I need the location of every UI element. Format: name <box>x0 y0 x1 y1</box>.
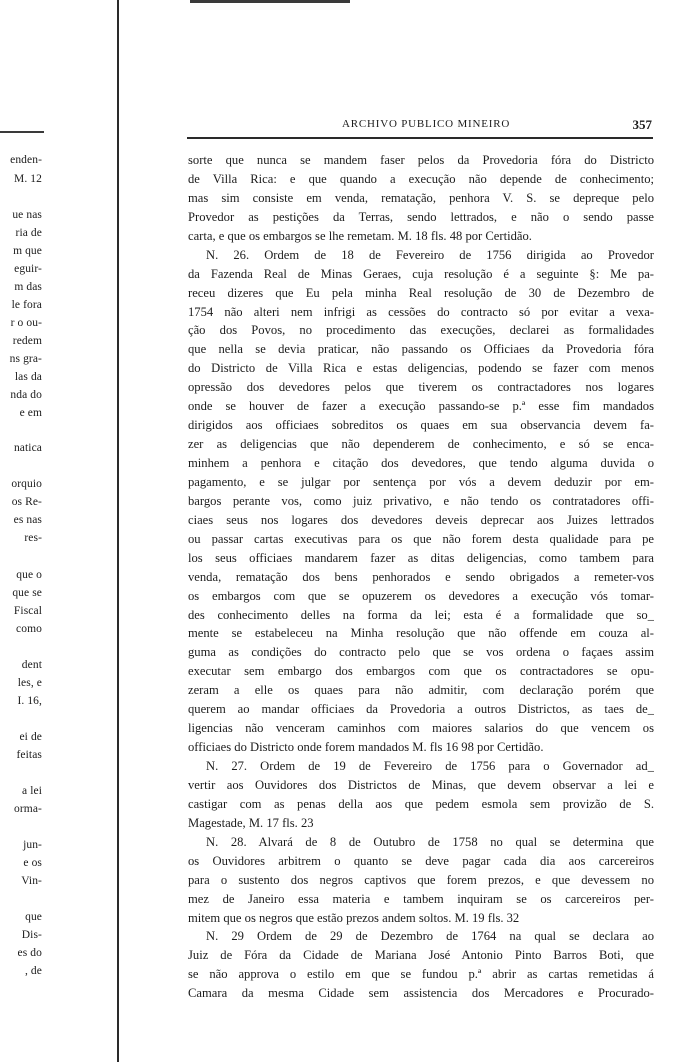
facing-page-line: e em <box>19 407 42 419</box>
text-line: pagamento, e se julgar por sentença por vós a devem deduzir por em- <box>188 474 654 489</box>
book-gutter <box>117 0 119 1062</box>
text-line: opressão dos devedores pelos que tiverem os contractadores nos logares <box>188 380 654 395</box>
text-line: os embargos com que se opuzerem os devedores a execução vós tomar- <box>188 588 654 603</box>
facing-page-line: m que <box>13 245 42 257</box>
facing-page-header-rule <box>0 131 44 133</box>
facing-page-line: es nas <box>13 514 42 526</box>
text-line: dirigidos aos officiaes sobreditos os quaes em sua observancia devem fa- <box>188 418 654 433</box>
facing-page-line: las da <box>14 371 42 383</box>
text-line: onde se houver de fazer a execução passando-se p.ª esse fim mandados <box>188 399 654 414</box>
text-line: N. 27. Ordem de 19 de Fevereiro de 1756 para o Governador ad_ <box>206 759 654 773</box>
text-line: 1754 não alteri nem infrigi as cessões do contracto só por evitar a vexa- <box>188 304 654 319</box>
text-line: mitem que os negros que estão prezos andem soltos. M. 19 fls. 32 <box>188 910 520 925</box>
facing-page-line: , de <box>24 965 42 977</box>
text-line: os Ouvidores arbitrem o quanto se deve pagar cada dia aos carcereiros <box>188 853 654 868</box>
text-line: zeram a elle os quaes para não admitir, com declaração porém que <box>188 683 654 698</box>
facing-page-line: dent <box>21 659 42 671</box>
text-line: que nella se devia praticar, não passando os Officiaes da Provedoria fóra <box>188 342 654 357</box>
facing-page-line: ue nas <box>12 209 42 221</box>
header-rule <box>187 137 653 139</box>
text-line: carta, e que os embargos se lhe remetam. M. 18 fls. 48 por Certidão. <box>188 228 532 243</box>
text-line: Provedor as pestições da Terras, sendo lettrados, e não o sendo passe <box>188 209 654 224</box>
text-line: castigar com as penas della aos que pedem esmola sem provizão de S. <box>188 796 654 811</box>
text-line: receu dizeres que Eu pela minha Real resolução de 30 de Dezembro de <box>188 285 654 300</box>
page-header <box>190 118 656 134</box>
top-edge-mark <box>190 0 350 3</box>
text-line: do Districto de Villa Rica e estas deligencias, podendo se fazer com menos <box>188 361 654 376</box>
facing-page-line: jun- <box>23 839 42 851</box>
facing-page-line: M. 12 <box>14 173 42 185</box>
facing-page-line: ria de <box>15 227 42 239</box>
facing-page-line: Vin- <box>21 875 42 887</box>
facing-page-line: ns gra- <box>9 353 42 365</box>
facing-page-line: orma- <box>14 803 42 815</box>
facing-page-line: eguir- <box>14 263 42 275</box>
page-number: 357 <box>632 117 652 132</box>
text-line: mas sim consiste em venda, rematação, penhora V. S. se depreque pelo <box>188 190 654 205</box>
facing-page-line: m das <box>14 281 42 293</box>
facing-page-line: enden- <box>10 154 42 166</box>
text-line: Camara da mesma Cidade sem assistencia dos Mercadores e Procurado- <box>188 986 654 1001</box>
facing-page-line: I. 16, <box>17 695 42 707</box>
text-line: mez de Janeiro essa materia e tambem inquiram se os carcereiros per- <box>188 891 654 906</box>
text-line: zer as deligencias que não dependerem de conhecimento, e só se enca- <box>188 437 654 452</box>
facing-page-line: r o ou- <box>10 317 42 329</box>
text-line: minhem a penhora e citação dos devedores, que tendo alguma duvida o <box>188 456 654 470</box>
facing-page-line: res- <box>24 532 42 544</box>
facing-page-line: orquio <box>11 478 42 490</box>
text-line: ligencias não venceram caminhos com maiores salarios do que vencem os <box>188 721 654 736</box>
facing-page-line: os Re- <box>11 496 42 508</box>
facing-page-line: les, e <box>17 677 42 689</box>
text-line: para o sustento dos negros captivos que forem prezos, e que devessem no <box>188 872 654 887</box>
text-line: mente se estabeleceu na Minha resolução que não offende em couza al- <box>188 626 654 641</box>
facing-page-line: nda do <box>10 389 42 401</box>
text-line: N. 26. Ordem de 18 de Fevereiro de 1756 dirigida ao Provedor <box>206 247 654 262</box>
text-line: ção dos Povos, no procedimento das execuções, declarei as formalidades <box>188 323 654 338</box>
facing-page-line: que <box>25 911 42 923</box>
facing-page-line: que se <box>12 587 42 599</box>
facing-page-line: Dis- <box>21 929 42 941</box>
facing-page-line: e os <box>23 857 42 869</box>
facing-page-line: redem <box>12 335 42 347</box>
text-line: ou passar cartas executivas para os que não forem desta qualidade para pe <box>188 531 654 546</box>
facing-page-line: feitas <box>16 749 42 761</box>
text-line: los seus officiaes mandarem fazer as ditas deligencias, como tambem para <box>188 550 654 565</box>
text-line: officiaes do Districto onde forem mandados M. fls 16 98 por Certidão. <box>188 740 544 755</box>
text-line: venda, rematação dos bens penhorados e sendo obrigados a remeter-vos <box>188 569 654 584</box>
text-line: querem ao mandar officiaes da Provedoria a outros Districtos, as taes de_ <box>188 702 654 717</box>
facing-page-line: ei de <box>19 731 42 743</box>
text-line: N. 29 Ordem de 29 de Dezembro de 1764 na qual se declara ao <box>206 929 654 944</box>
page-body-text <box>188 151 654 1056</box>
facing-page-line: le fora <box>11 299 42 311</box>
running-title: ARCHIVO PUBLICO MINEIRO <box>342 118 511 130</box>
facing-page-fragment <box>0 0 48 1062</box>
facing-page-line: natica <box>13 442 42 454</box>
text-line: sorte que nunca se mandem faser pelos da Provedoria fóra do Districto <box>188 153 654 167</box>
facing-page-line: que o <box>16 569 42 581</box>
facing-page-line: Fiscal <box>13 605 42 617</box>
text-line: se não approva o estilo em que se fundou p.ª abrir as cartas remetidas á <box>188 967 654 982</box>
text-line: vertir aos Ouvidores dos Districtos de Minas, que devem observar a lei e <box>188 777 654 792</box>
text-line: des conhecimento delles na forma da lei; esta é a formalidade que so_ <box>188 607 654 622</box>
facing-page-line: como <box>16 623 42 635</box>
text-line: N. 28. Alvará de 8 de Outubro de 1758 no qual se determina que <box>206 834 654 849</box>
text-line: guma as condições do contracto pelo que se vos ordena o façaes assim <box>188 645 654 660</box>
text-line: Magestade, M. 17 fls. 23 <box>188 815 314 830</box>
text-line: Juiz de Fóra da Cidade de Mariana José Antonio Pinto Barros Boti, que <box>188 948 654 963</box>
text-line: de Villa Rica: e que quando a execução não depende de conhecimento; <box>188 171 654 186</box>
facing-page-line: es do <box>17 947 42 959</box>
text-line: ciaes seus nos logares dos devedores deveis deprecar aos Juizes lettrados <box>188 512 654 527</box>
facing-page-line: a lei <box>22 785 42 797</box>
text-line: executar sem embargo dos embargos com que os contractadores se opu- <box>188 664 654 679</box>
text-line: bargos perante vos, como juiz privativo, e não tendo os contratadores offi- <box>188 493 654 508</box>
text-line: da Fazenda Real de Minas Geraes, cuja resolução é a seguinte §: Me pa- <box>188 266 654 281</box>
